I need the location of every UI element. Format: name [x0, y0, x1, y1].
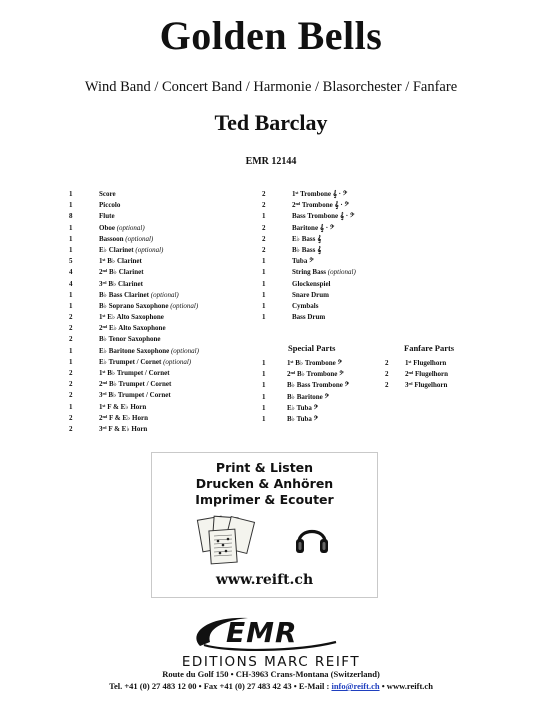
part-quantity: 1 [262, 359, 266, 367]
part-name-text: 1ˢᵗ E♭ Alto Saxophone [99, 313, 164, 322]
part-name [99, 245, 269, 256]
special-part-row [262, 414, 392, 425]
part-name [287, 392, 392, 403]
part-name [99, 379, 269, 390]
part-row [69, 424, 269, 435]
part-name-text: B♭ Baritone 𝄢 [287, 392, 330, 401]
part-name [405, 369, 485, 380]
part-quantity: 1 [69, 402, 73, 411]
part-quantity: 2 [69, 413, 73, 422]
part-quantity: 2 [69, 324, 73, 333]
optional-note: (optional) [170, 301, 199, 310]
email-link[interactable]: info@reift.ch [331, 681, 380, 691]
publisher-contact [0, 681, 542, 691]
part-quantity: 1 [262, 313, 266, 322]
part-name-text: B♭ Tenor Saxophone [99, 335, 161, 344]
part-name [292, 211, 402, 222]
part-row [262, 301, 402, 312]
part-name [292, 279, 402, 290]
part-name [99, 211, 269, 222]
emr-logo [186, 612, 356, 656]
publisher-address: Route du Golf 150 • CH-3963 Crans-Montana (Switzerland) [162, 669, 380, 679]
parts-list-left [69, 189, 269, 435]
part-name [287, 380, 392, 391]
optional-note: (optional) [135, 245, 164, 254]
part-quantity: 2 [262, 223, 266, 232]
part-quantity: 1 [69, 357, 73, 366]
part-quantity: 1 [69, 190, 73, 198]
part-quantity: 1 [262, 381, 266, 390]
part-name-text: 1ˢᵗ F & E♭ Horn [99, 402, 147, 411]
ensemble-subtitle: Wind Band / Concert Band / Harmonie / Blasorchester / Fanfare [84, 79, 458, 95]
part-name [292, 267, 402, 278]
part-row [69, 413, 269, 424]
part-row [69, 301, 269, 312]
catalog-number: EMR 12144 [245, 156, 297, 167]
part-quantity: 1 [69, 223, 73, 232]
part-name-text: 2ⁿᵈ B♭ Trombone 𝄢 [287, 370, 344, 379]
part-name [99, 413, 269, 424]
part-name [99, 323, 269, 334]
emr-logo-text: EMR [226, 616, 298, 649]
optional-note: (optional) [327, 268, 356, 277]
part-quantity: 1 [262, 370, 266, 379]
part-name [99, 368, 269, 379]
part-quantity: 1 [262, 257, 266, 266]
part-name-text: Cymbals [292, 301, 319, 310]
part-name-text: 3ʳᵈ B♭ Trumpet / Cornet [99, 391, 171, 400]
part-row [262, 189, 402, 200]
part-row [69, 189, 269, 200]
headphones-icon [294, 522, 330, 556]
part-row [69, 368, 269, 379]
part-row [262, 245, 402, 256]
part-name-text: 1ˢᵗ Trombone 𝄞 · 𝄢 [292, 190, 348, 198]
part-name-text: Score [99, 190, 116, 198]
part-quantity: 5 [69, 257, 73, 266]
part-row [69, 334, 269, 345]
contact-website: • www.reift.ch [379, 681, 433, 691]
part-quantity: 1 [69, 346, 73, 355]
part-row [69, 200, 269, 211]
part-quantity: 1 [262, 212, 266, 221]
part-name [292, 301, 402, 312]
part-name-text: 2ⁿᵈ F & E♭ Horn [99, 413, 148, 422]
part-name [287, 403, 392, 414]
optional-note: (optional) [150, 290, 179, 299]
part-row [69, 267, 269, 278]
special-part-row [262, 392, 392, 403]
part-name [99, 189, 269, 200]
part-name-text: Baritone 𝄞 · 𝄢 [292, 223, 335, 232]
part-quantity: 2 [262, 201, 266, 210]
part-row [69, 234, 269, 245]
part-quantity: 4 [69, 268, 73, 277]
part-name-text: Tuba 𝄢 [292, 257, 314, 266]
part-row [262, 256, 402, 267]
part-name-text: String Bass [292, 268, 328, 277]
part-row [262, 267, 402, 278]
part-name [287, 369, 392, 380]
part-name-text: 1ˢᵗ Flugelhorn [405, 359, 447, 367]
part-name-text: B♭ Soprano Saxophone [99, 301, 171, 310]
part-name-text: 1ˢᵗ B♭ Clarinet [99, 257, 142, 266]
part-quantity: 2 [385, 381, 389, 390]
part-name [99, 402, 269, 413]
part-quantity: 8 [69, 212, 73, 221]
part-row [69, 346, 269, 357]
sheet-music-icon [196, 512, 258, 566]
special-part-row [262, 380, 392, 391]
part-quantity: 2 [69, 380, 73, 389]
part-name-text: E♭ Clarinet [99, 245, 136, 254]
part-quantity: 2 [262, 190, 266, 198]
part-name [292, 312, 402, 323]
part-name-text: E♭ Tuba 𝄢 [287, 403, 319, 412]
part-name [99, 267, 269, 278]
part-name [405, 358, 485, 369]
fanfare-parts-heading: Fanfare Parts [404, 343, 455, 353]
part-quantity: 1 [262, 301, 266, 310]
part-name [99, 301, 269, 312]
part-name-text: Piccolo [99, 201, 121, 210]
part-quantity: 1 [69, 301, 73, 310]
part-quantity: 2 [69, 335, 73, 344]
part-quantity: 1 [262, 392, 266, 401]
part-quantity: 1 [69, 290, 73, 299]
optional-note: (optional) [125, 234, 154, 243]
part-quantity: 1 [262, 268, 266, 277]
part-row [69, 357, 269, 368]
part-name [99, 279, 269, 290]
part-row [69, 402, 269, 413]
part-row [69, 312, 269, 323]
part-row [262, 223, 402, 234]
part-name [292, 245, 402, 256]
part-name-text: B♭ Bass 𝄞 [292, 245, 322, 254]
part-name-text: Glockenspiel [292, 279, 331, 288]
part-name [99, 424, 269, 435]
part-name [99, 223, 269, 234]
part-name-text: Snare Drum [292, 290, 330, 299]
part-row [69, 256, 269, 267]
part-row [69, 379, 269, 390]
part-name [292, 223, 402, 234]
part-quantity: 2 [262, 234, 266, 243]
contact-phone-fax: Tel. +41 (0) 27 483 12 00 • Fax +41 (0) 27 483 42 43 • E-Mail : [109, 681, 332, 691]
part-name-text: B♭ Bass Trombone 𝄢 [287, 381, 350, 390]
part-quantity: 2 [69, 369, 73, 377]
part-name-text: 3ʳᵈ B♭ Clarinet [99, 279, 143, 288]
part-name [292, 189, 402, 200]
part-name-text: 2ⁿᵈ B♭ Clarinet [99, 268, 144, 277]
part-name [292, 256, 402, 267]
part-name-text: 2ⁿᵈ E♭ Alto Saxophone [99, 324, 166, 333]
part-name-text: Bass Drum [292, 313, 326, 322]
special-parts-heading: Special Parts [288, 343, 336, 353]
part-quantity: 2 [69, 313, 73, 322]
part-quantity: 1 [262, 414, 266, 423]
part-name-text: 1ˢᵗ B♭ Trombone 𝄢 [287, 359, 342, 367]
part-quantity: 2 [262, 245, 266, 254]
part-quantity: 4 [69, 279, 73, 288]
part-row [69, 211, 269, 222]
part-row [69, 390, 269, 401]
part-name [99, 334, 269, 345]
part-name [292, 200, 402, 211]
part-name-text: B♭ Bass Clarinet [99, 290, 151, 299]
part-name [99, 234, 269, 245]
part-name-text: E♭ Trumpet / Cornet [99, 357, 164, 366]
print-listen-box[interactable] [151, 452, 378, 598]
part-row [69, 245, 269, 256]
part-quantity: 1 [69, 201, 73, 210]
part-row [69, 279, 269, 290]
part-name-text: E♭ Bass 𝄞 [292, 234, 322, 243]
part-quantity: 1 [69, 234, 73, 243]
part-quantity: 2 [69, 391, 73, 400]
part-name-text: 3ʳᵈ Flugelhorn [405, 381, 448, 390]
promo-print-listen: Print & Listen [215, 460, 314, 475]
part-row [262, 290, 402, 301]
part-row [262, 279, 402, 290]
part-quantity: 1 [262, 403, 266, 412]
fanfare-part-row [385, 358, 485, 369]
part-quantity: 2 [69, 424, 73, 433]
part-quantity: 2 [385, 370, 389, 379]
part-name-text: 1ˢᵗ B♭ Trumpet / Cornet [99, 369, 170, 377]
part-name-text: 2ⁿᵈ Flugelhorn [405, 370, 449, 379]
part-name [405, 380, 485, 391]
part-row [262, 234, 402, 245]
part-name [287, 414, 392, 425]
part-name [99, 346, 269, 357]
promo-website-link[interactable]: www.reift.ch [215, 572, 314, 588]
special-parts-list [262, 358, 392, 425]
part-name [99, 290, 269, 301]
part-name-text: 2ⁿᵈ Trombone 𝄞 · 𝄢 [292, 201, 349, 210]
part-name-text: 3ʳᵈ F & E♭ Horn [99, 424, 148, 433]
part-row [69, 290, 269, 301]
composer-name: Ted Barclay [214, 110, 328, 135]
part-name [292, 290, 402, 301]
parts-list-right [262, 189, 402, 323]
part-quantity: 1 [262, 279, 266, 288]
part-name-text: Flute [99, 212, 115, 221]
part-row [69, 223, 269, 234]
part-row [262, 312, 402, 323]
part-name [99, 256, 269, 267]
part-name [99, 390, 269, 401]
part-quantity: 2 [385, 359, 389, 367]
part-name [99, 200, 269, 211]
fanfare-part-row [385, 369, 485, 380]
part-quantity: 1 [69, 245, 73, 254]
promo-drucken-anhoren: Drucken & Anhören [195, 476, 334, 491]
fanfare-parts-list [385, 358, 485, 392]
optional-note: (optional) [170, 346, 199, 355]
part-row [69, 323, 269, 334]
part-row [262, 200, 402, 211]
optional-note: (optional) [116, 223, 145, 232]
promo-imprimer-ecouter: Imprimer & Ecouter [195, 492, 334, 507]
part-name [287, 358, 392, 369]
part-name-text: Bass Trombone 𝄞 · 𝄢 [292, 212, 355, 221]
special-part-row [262, 369, 392, 380]
optional-note: (optional) [163, 357, 192, 366]
part-name-text: E♭ Baritone Saxophone [99, 346, 171, 355]
part-name-text: Bassoon [99, 234, 126, 243]
part-name [99, 312, 269, 323]
fanfare-part-row [385, 380, 485, 391]
part-row [262, 211, 402, 222]
part-name-text: B♭ Tuba 𝄢 [287, 414, 319, 423]
special-part-row [262, 358, 392, 369]
special-part-row [262, 403, 392, 414]
part-name [292, 234, 402, 245]
part-quantity: 1 [262, 290, 266, 299]
part-name-text: 2ⁿᵈ B♭ Trumpet / Cornet [99, 380, 172, 389]
piece-title: Golden Bells [159, 13, 383, 58]
part-name-text: Oboe [99, 223, 117, 232]
part-name [99, 357, 269, 368]
publisher-name: EDITIONS MARC REIFT [181, 654, 361, 670]
